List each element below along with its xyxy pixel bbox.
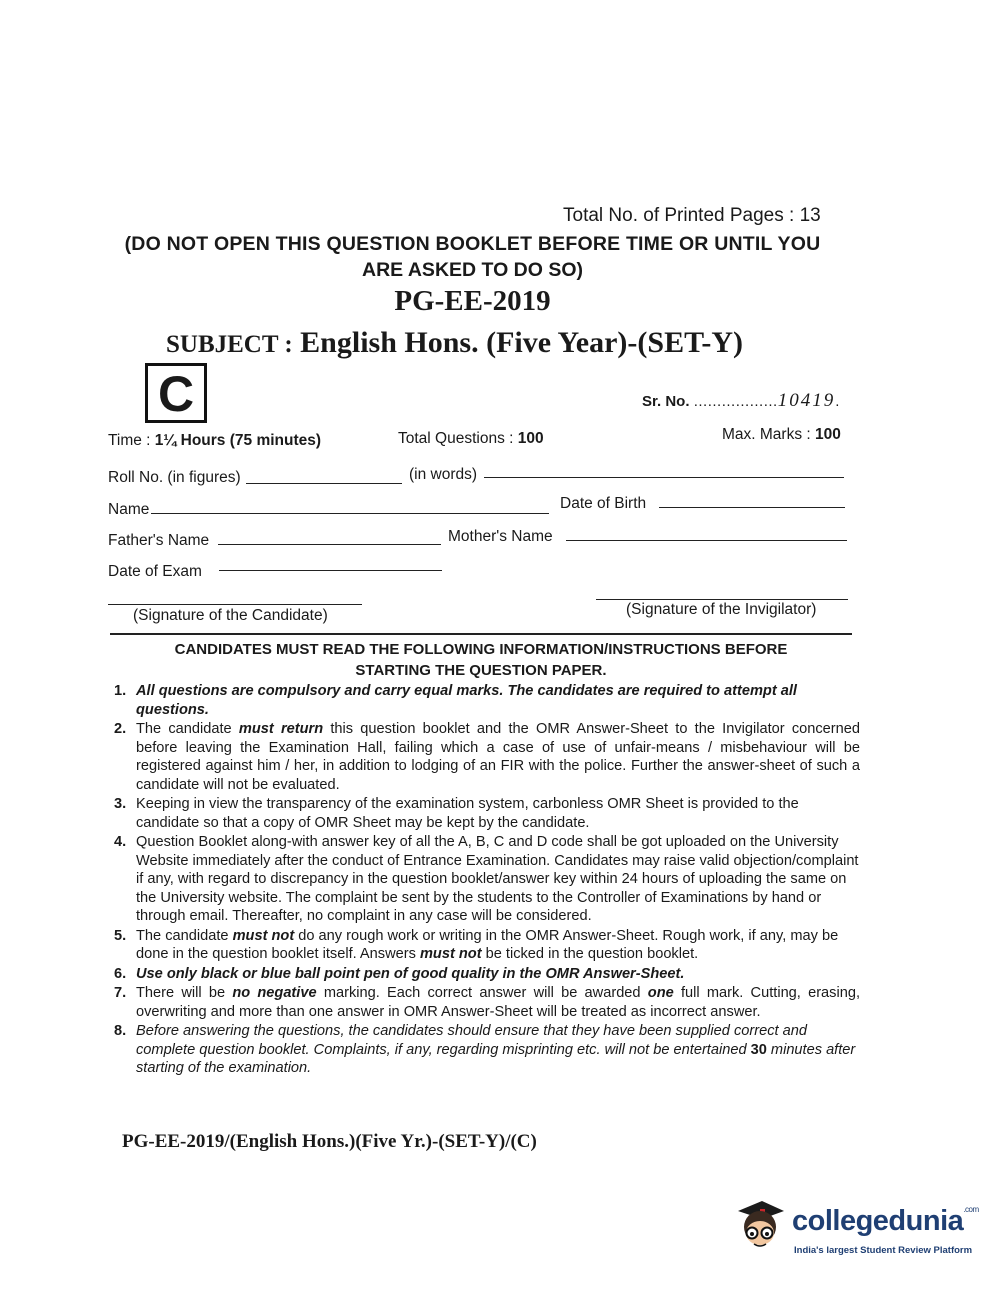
instruction-4: 4. Question Booklet along-with answer key of all the A, B, C and D code shall be got uploaded on the University Website immediately after the conduct of Entrance Examination. Candidates may raise valid objection/complaint if any, with regard to discrepancy in the question booklet/answer key within 24 hours of uploading the same on the University website. The complaint be sent by the students to the Controller of Examinations by hand or through email. Thereafter, no complaint in any case will be considered.	[114, 834, 859, 924]
father-field[interactable]	[218, 544, 441, 545]
marks-label: Max. Marks :	[722, 426, 811, 443]
candidate-signature-line[interactable]	[108, 604, 362, 605]
instruction-5: 5. The candidate must not do any rough work or writing in the OMR Answer-Sheet. Rough work, if any, may be done in the question booklet itself. Answers must not be ticked in the question booklet.	[114, 927, 839, 962]
brand-name: collegedunia$^{.com}$	[792, 1205, 979, 1237]
subject-value: English Hons. (Five Year)-(SET-Y)	[300, 326, 743, 359]
instructions-heading-1: CANDIDATES MUST READ THE FOLLOWING INFORMATION/INSTRUCTIONS BEFORE	[174, 641, 788, 658]
max-marks	[722, 426, 841, 444]
subject-label: SUBJECT :	[166, 331, 293, 358]
instructions-list	[110, 682, 860, 1079]
instructions-divider	[110, 633, 852, 635]
footer-code: PG-EE-2019/(English Hons.)(Five Yr.)-(SET-Y)/(C)	[122, 1131, 537, 1152]
instruction-2: 2. The candidate must return this question booklet and the OMR Answer-Sheet to the Invigilator concerned before leaving the Examination Hall, failing which a case of use of unfair-means / misbehaviour will be registered against him / her, in addition to lodging of an FIR with the police. Further the answer-sheet of such a candidate will not be evaluated.	[114, 721, 860, 793]
time-value: 1¼ Hours (75 minutes)	[154, 432, 322, 449]
mascot-icon	[732, 1197, 788, 1253]
mascot-logo	[732, 1197, 788, 1253]
exam-date-field[interactable]	[219, 570, 442, 571]
serial-dots: ..................	[693, 393, 778, 410]
brand-tagline: India's largest Student Review Platform	[794, 1245, 973, 1256]
questions-label: Total Questions :	[398, 430, 514, 447]
serial-number: Sr. No. ..................10419.	[642, 390, 840, 411]
total-questions	[398, 430, 544, 448]
invigilator-signature-label: (Signature of the Invigilator)	[626, 601, 817, 618]
time	[108, 432, 321, 450]
dob-label: Date of Birth	[560, 495, 647, 512]
name-label: Name	[108, 501, 150, 518]
marks-value: 100	[815, 426, 841, 443]
printed-pages: Total No. of Printed Pages : 13	[563, 205, 821, 226]
roll-figures-label: Roll No. (in figures)	[108, 469, 241, 486]
mother-label: Mother's Name	[448, 528, 553, 545]
instruction-7: 7. There will be no negative marking. Each correct answer will be awarded one full mark. Cutting, erasing, overwriting and more than one answer in OMR Answer-Sheet will be treated as incorrect answer.	[114, 985, 861, 1020]
warning-line-2: ARE ASKED TO DO SO)	[361, 259, 584, 281]
serial-label: Sr. No.	[642, 393, 690, 410]
father-label: Father's Name	[108, 532, 210, 549]
exam-date-label: Date of Exam	[108, 563, 202, 580]
roll-words-label: (in words)	[409, 466, 478, 483]
instructions-heading-2: STARTING THE QUESTION PAPER.	[355, 662, 607, 679]
invigilator-signature-line[interactable]	[596, 599, 848, 600]
warning-line-1: (DO NOT OPEN THIS QUESTION BOOKLET BEFORE TIME OR UNTIL YOU	[124, 233, 821, 255]
time-label: Time :	[108, 432, 151, 449]
set-letter-box: C	[145, 363, 207, 423]
instruction-8: 8. Before answering the questions, the candidates should ensure that they have been supplied correct and complete question booklet. Complaints, if any, regarding misprinting etc. will not be entertained 30 minutes after starting of the examination.	[114, 1023, 856, 1076]
instruction-3: 3. Keeping in view the transparency of the examination system, carbonless OMR Sheet is provided to the candidate so that a copy of OMR Sheet may be kept by the candidate.	[114, 796, 799, 831]
roll-figures-field[interactable]	[246, 483, 402, 484]
instruction-1: 1. All questions are compulsory and carry equal marks. The candidates are required to attempt all questions.	[114, 683, 797, 718]
candidate-signature-label: (Signature of the Candidate)	[133, 607, 328, 624]
roll-words-field[interactable]	[484, 477, 844, 478]
exam-code: PG-EE-2019	[394, 285, 551, 317]
dob-field[interactable]	[659, 507, 845, 508]
instruction-6: 6. Use only black or blue ball point pen of good quality in the OMR Answer-Sheet.	[114, 965, 685, 982]
questions-value: 100	[517, 430, 544, 447]
mother-field[interactable]	[566, 540, 847, 541]
subject-line	[166, 326, 743, 360]
name-field[interactable]	[151, 513, 549, 514]
serial-value: 10419	[777, 390, 836, 411]
